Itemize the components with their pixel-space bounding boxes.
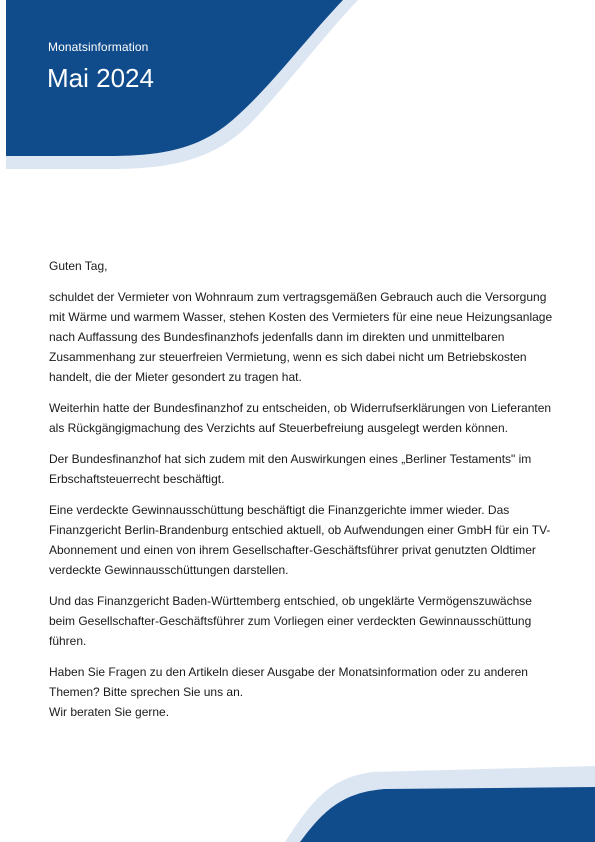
paragraph-hidden-profit-distribution: Eine verdeckte Gewinnausschüttung beschäftigt die Finanzgerichte immer wieder. Das Finanzgericht Berlin-Brandenburg entschied aktuell, ob Aufwendungen einer GmbH für ein TV-Abonnement und einen von ihrem Gesellschafter-Geschäftsführer privat genutzten Oldtimer verdeckte Gewinnausschüttungen darstellen. bbox=[49, 503, 551, 577]
paragraph-berlin-testament: Der Bundesfinanzhof hat sich zudem mit den Auswirkungen eines „Berliner Testaments" im Erbschaftsteuerrecht beschäftigt. bbox=[49, 452, 532, 486]
closing-question: Haben Sie Fragen zu den Artikeln dieser Ausgabe der Monatsinformation oder zu anderen Themen? Bitte sprechen Sie uns an. bbox=[49, 665, 528, 699]
paragraph-revocation: Weiterhin hatte der Bundesfinanzhof zu entscheiden, ob Widerrufserklärungen von Lieferanten als Rückgängigmachung des Verzichts auf Steuerbefreiung ausgelegt werden können. bbox=[49, 401, 552, 435]
greeting: Guten Tag, bbox=[49, 259, 108, 273]
letter-body bbox=[49, 256, 554, 733]
issue-title: Mai 2024 bbox=[47, 63, 154, 93]
paragraph-asset-growth: Und das Finanzgericht Baden-Württemberg entschied, ob ungeklärte Vermögenszuwächse beim Gesellschafter-Geschäftsführer zum Vorliegen einer verdeckten Gewinnausschüttung führen. bbox=[49, 594, 532, 648]
publication-type: Monatsinformation bbox=[48, 40, 149, 54]
closing-offer: Wir beraten Sie gerne. bbox=[49, 705, 170, 719]
paragraph-heating-costs: schuldet der Vermieter von Wohnraum zum vertragsgemäßen Gebrauch auch die Versorgung mit Wärme und warmem Wasser, stehen Kosten des Vermieters für eine neue Heizungsanlage nach Auffassung des Bundesfinanzhofs jedenfalls dann im direkten und unmittelbaren Zusammenhang zur steuerfreien Vermietung, wenn es sich dabei nicht um Betriebskosten handelt, die der Mieter gesondert zu tragen hat. bbox=[49, 290, 553, 384]
